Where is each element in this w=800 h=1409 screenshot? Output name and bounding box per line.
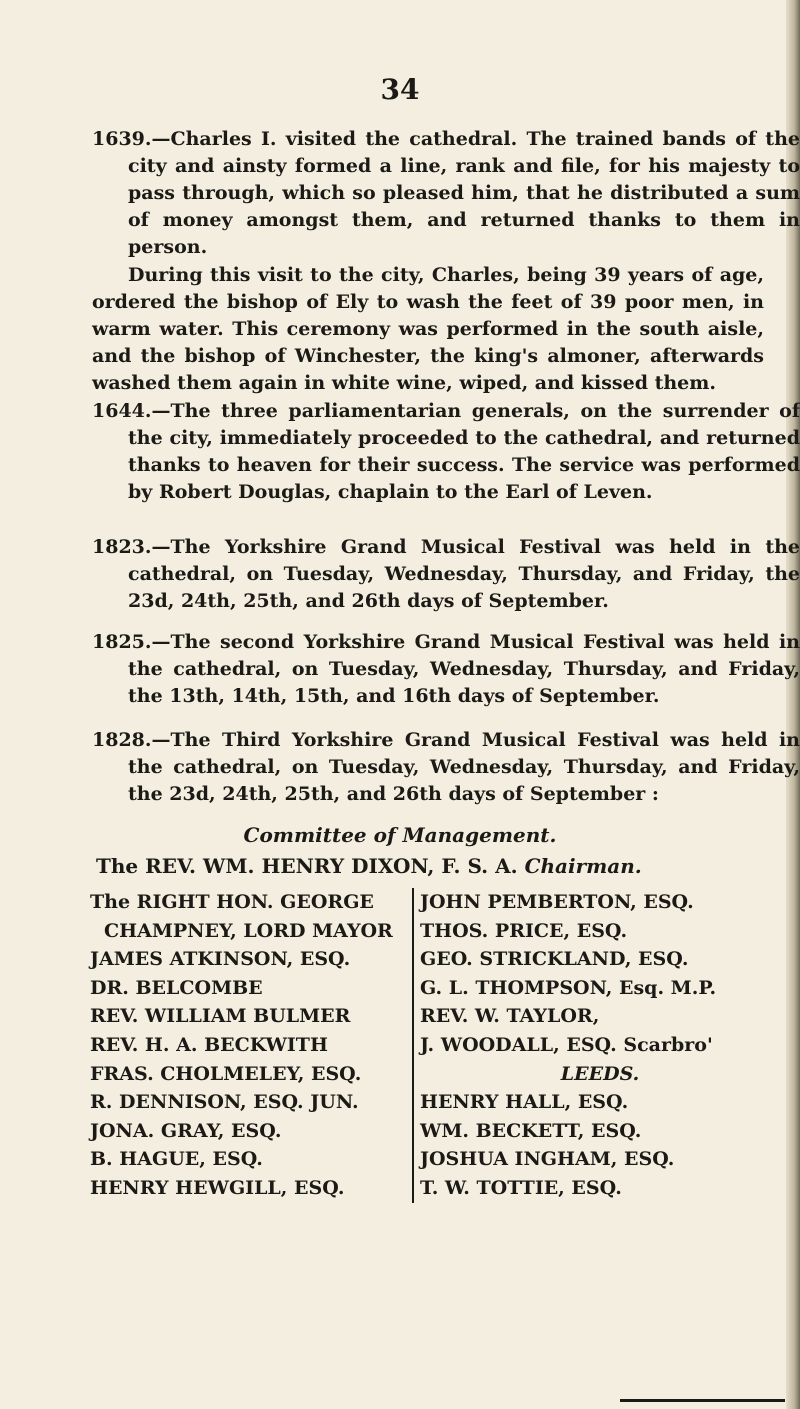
committee-member: DR. BELCOMBE: [90, 976, 263, 999]
committee-member: HENRY HALL, ESQ.: [420, 1091, 629, 1114]
committee-member: T. W. TOTTIE, ESQ.: [420, 1176, 622, 1199]
committee-member: WM. BECKETT, ESQ.: [420, 1119, 642, 1142]
committee-member: The RIGHT HON. GEORGE: [90, 891, 374, 913]
committee-member: JOHN PEMBERTON, ESQ.: [420, 891, 694, 913]
entry-1828: 1828.—The Third Yorkshire Grand Musical Festival was held in the cathedral, on Tuesday, Wednesday, Thursday, and Friday, the 23d, 24th, 25th, and 26th days of September :: [92, 729, 800, 805]
committee-right-column: [412, 888, 780, 1203]
committee-member: FRAS. CHOLMELEY, ESQ.: [90, 1062, 362, 1085]
entry-visit-paragraph: During this visit to the city, Charles, being 39 years of age, ordered the bishop of Ely to wash the feet of 39 poor men, in warm water. This ceremony was performed in the south aisle, and the bishop of Winchester, the king's almoner, afterwards washed them again in white wine, wiped, and kissed them.: [92, 264, 764, 394]
bottom-rule: [620, 1399, 785, 1402]
committee-member: GEO. STRICKLAND, ESQ.: [420, 948, 689, 971]
entry-1823: 1823.—The Yorkshire Grand Musical Festival was held in the cathedral, on Tuesday, Wednesday, Thursday, and Friday, the 23d, 24th, 25th, and 26th days of September.: [92, 536, 800, 612]
committee-member: J. WOODALL, ESQ. Scarbro': [420, 1033, 713, 1056]
chairman-role: Chairman.: [524, 854, 642, 878]
page-number: 34: [380, 73, 420, 106]
committee-member: THOS. PRICE, ESQ.: [420, 919, 628, 942]
committee-member: JOSHUA INGHAM, ESQ.: [420, 1148, 675, 1171]
committee-subheading-leeds: LEEDS.: [560, 1062, 640, 1085]
committee-heading: Committee of Management.: [243, 823, 557, 847]
committee-left-column: [90, 888, 408, 1203]
chairman-line: [96, 854, 776, 878]
entry-1644: 1644.—The three parliamentarian generals, on the surrender of the city, immediately proceeded to the cathedral, and returned thanks to heaven for their success. The service was performed by Robert Douglas, chaplain to the Earl of Leven.: [92, 400, 800, 503]
committee-member: REV. WILLIAM BULMER: [90, 1005, 351, 1028]
committee-member: JONA. GRAY, ESQ.: [90, 1119, 282, 1142]
committee-member: B. HAGUE, ESQ.: [90, 1148, 263, 1171]
committee-member: R. DENNISON, ESQ. JUN.: [90, 1091, 359, 1114]
chairman-name: The REV. WM. HENRY DIXON, F. S. A.: [96, 854, 518, 878]
entry-1825: 1825.—The second Yorkshire Grand Musical Festival was held in the cathedral, on Tuesday, Wednesday, Thursday, and Friday, the 13th, 14th, 15th, and 16th days of September.: [92, 631, 800, 707]
committee-member: JAMES ATKINSON, ESQ.: [90, 948, 351, 971]
committee-member: CHAMPNEY, LORD MAYOR: [104, 919, 393, 942]
committee-member: REV. W. TAYLOR,: [420, 1005, 600, 1028]
committee-member: HENRY HEWGILL, ESQ.: [90, 1176, 345, 1199]
committee-member: REV. H. A. BECKWITH: [90, 1033, 328, 1056]
committee-member: G. L. THOMPSON, Esq. M.P.: [420, 976, 717, 999]
entry-1639: 1639.—Charles I. visited the cathedral. The trained bands of the city and ainsty formed a line, rank and file, for his majesty to pass through, which so pleased him, that he distributed a sum of money amongst them, and returned thanks to them in person.: [92, 128, 800, 258]
